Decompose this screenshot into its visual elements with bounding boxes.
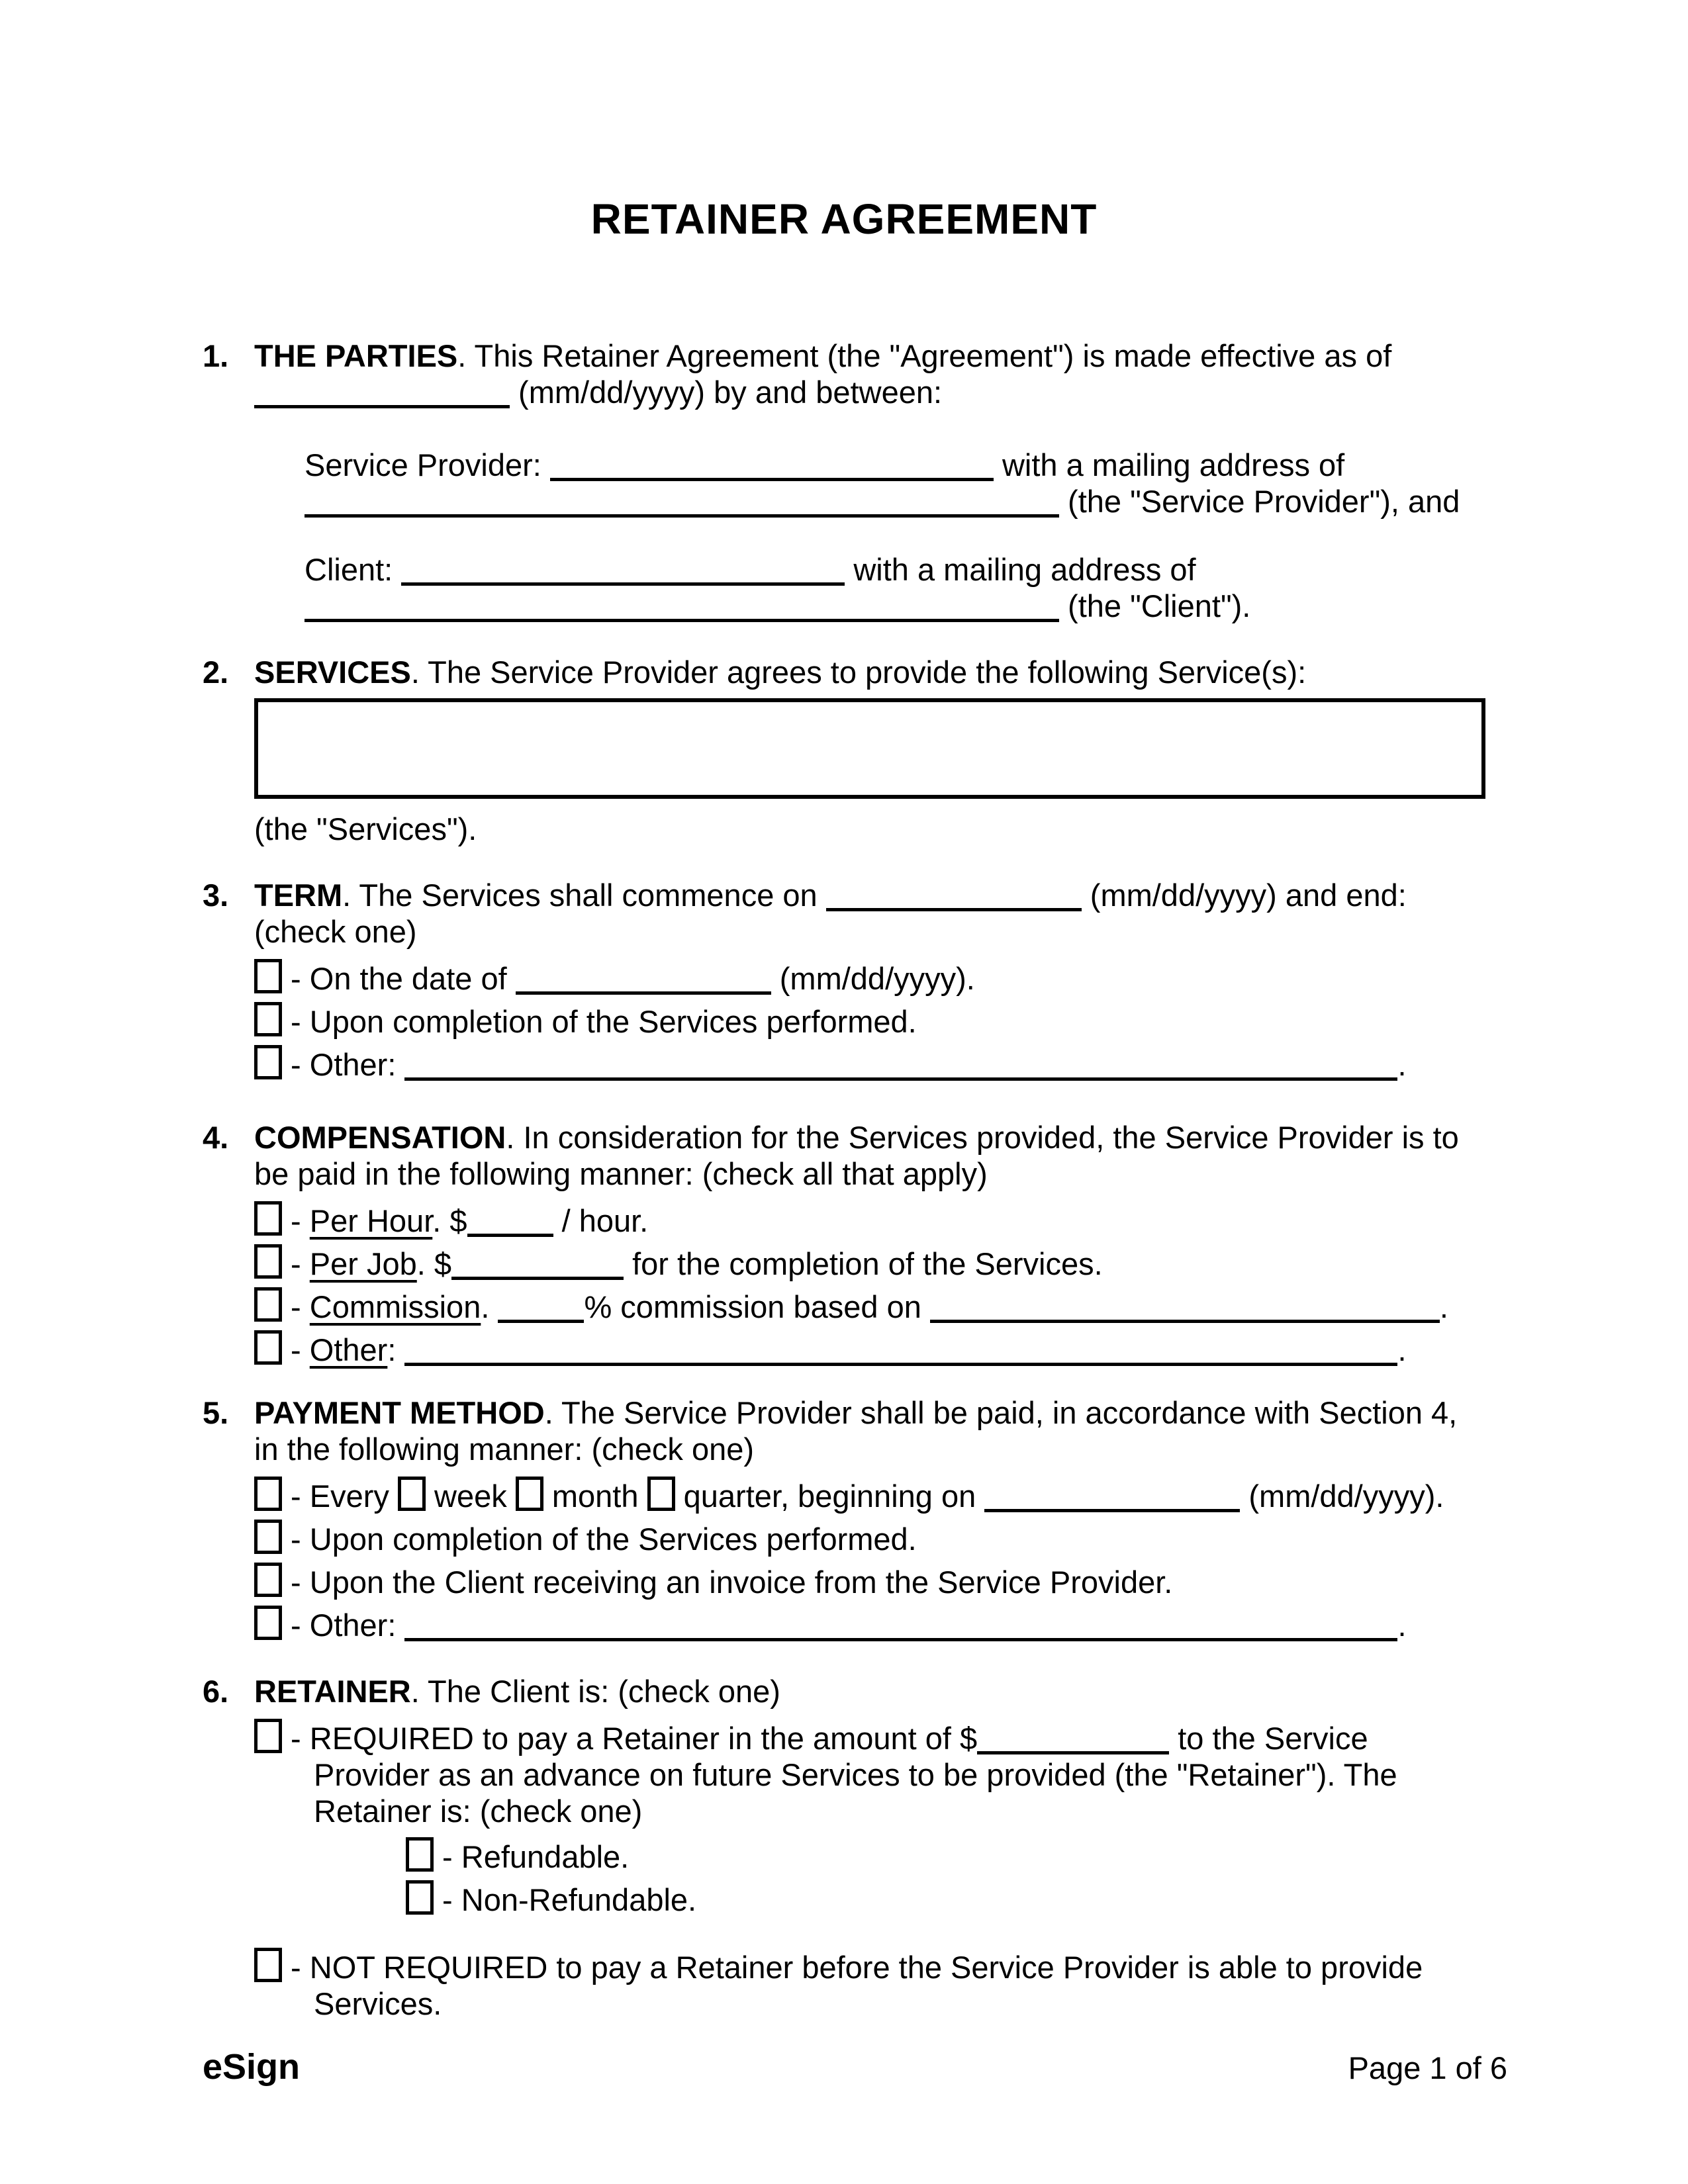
text-run: - Other:	[282, 1608, 405, 1643]
retainer-amount-blank[interactable]	[977, 1726, 1169, 1754]
text-run: . The Services shall commence on	[342, 878, 826, 913]
text-run: to the Service Provider as an advance on future Services to be provided (the "Retainer"). The Retainer is: (check one)	[314, 1721, 1397, 1829]
text-run: quarter, beginning on	[675, 1479, 985, 1514]
section-6-number: 6.	[203, 1674, 229, 1709]
compensation-intro	[254, 1119, 1485, 1192]
payment-completion-checkbox[interactable]	[254, 1520, 282, 1554]
text-run: - On the date of	[282, 961, 516, 996]
section-2-number: 2.	[203, 655, 229, 690]
text-run: (mm/dd/yyyy) and end:	[1081, 878, 1407, 913]
job-amount-blank[interactable]	[451, 1251, 624, 1280]
text-run: . In consideration for the Services provided, the Service Provider is to be paid in the following manner: (check all that apply)	[254, 1120, 1459, 1191]
term-option-on-date	[254, 959, 1485, 997]
text-run: .	[1439, 1289, 1448, 1324]
text-run: .	[1397, 1608, 1407, 1643]
commission-label: Commission	[309, 1289, 481, 1324]
page-number: Page 1 of 6	[1348, 2050, 1507, 2085]
text-run: . This Retainer Agreement (the "Agreement") is made effective as of	[457, 338, 1392, 373]
invoice-checkbox[interactable]	[254, 1563, 282, 1597]
text-run: for the completion of the Services.	[624, 1246, 1103, 1281]
text-run: .	[1397, 1332, 1407, 1367]
text-run: :	[387, 1332, 405, 1367]
comp-option-commission	[254, 1287, 1485, 1325]
retainer-refund-options	[406, 1837, 1485, 1918]
text-run: - NOT REQUIRED to pay a Retainer before the Service Provider is able to provide Services.	[282, 1950, 1423, 2021]
retainer-option-not-required	[254, 1948, 1485, 2022]
section-1-number: 1.	[203, 338, 229, 373]
comp-option-other	[254, 1330, 1485, 1368]
section-4-heading: COMPENSATION	[254, 1120, 506, 1155]
retainer-required-checkbox[interactable]	[254, 1719, 282, 1753]
text-run: . $	[432, 1203, 467, 1238]
text-run: .	[481, 1289, 498, 1324]
text-run: (mm/dd/yyyy).	[771, 961, 975, 996]
beginning-date-blank[interactable]	[984, 1484, 1240, 1512]
payment-option-invoice	[254, 1563, 1485, 1600]
esign-logo: eSign	[203, 2047, 301, 2087]
payment-option-other	[254, 1606, 1485, 1643]
commission-checkbox[interactable]	[254, 1287, 282, 1322]
retainer-option-required	[254, 1719, 1485, 1829]
text-run: % commission based on	[584, 1289, 930, 1324]
non-refundable-checkbox[interactable]	[406, 1880, 434, 1915]
service-provider-address-blank[interactable]	[305, 489, 1059, 518]
section-4-number: 4.	[203, 1120, 229, 1155]
text-run: with a mailing address of	[845, 552, 1196, 587]
payment-option-completion	[254, 1520, 1485, 1557]
text-run: -	[282, 1332, 310, 1367]
refundable-checkbox[interactable]	[406, 1837, 434, 1872]
services-input-box[interactable]	[254, 698, 1485, 799]
text-run: Client:	[305, 552, 402, 587]
section-retainer	[203, 1673, 1485, 2022]
text-run: (mm/dd/yyyy).	[1240, 1479, 1444, 1514]
parties-intro	[254, 338, 1485, 410]
section-compensation	[203, 1119, 1485, 1368]
comp-other-checkbox[interactable]	[254, 1330, 282, 1365]
term-option-completion	[254, 1002, 1485, 1040]
text-run: - Upon the Client receiving an invoice from the Service Provider.	[282, 1565, 1173, 1600]
text-run: - Refundable.	[434, 1839, 630, 1874]
payment-option-recurring	[254, 1477, 1485, 1514]
retainer-intro	[254, 1673, 1485, 1709]
month-checkbox[interactable]	[516, 1477, 543, 1511]
payment-method-intro	[254, 1394, 1485, 1467]
comp-other-blank[interactable]	[404, 1338, 1397, 1366]
term-other-checkbox[interactable]	[254, 1045, 282, 1079]
text-run: -	[282, 1203, 310, 1238]
term-completion-checkbox[interactable]	[254, 1002, 282, 1036]
section-6-heading: RETAINER	[254, 1674, 411, 1709]
term-on-date-checkbox[interactable]	[254, 959, 282, 993]
term-check-one-label: (check one)	[254, 914, 417, 949]
text-run: .	[1397, 1047, 1407, 1082]
per-job-checkbox[interactable]	[254, 1244, 282, 1279]
payment-other-checkbox[interactable]	[254, 1606, 282, 1640]
per-hour-label: Per Hour	[309, 1203, 433, 1238]
text-run: -	[282, 1246, 310, 1281]
commence-date-blank[interactable]	[826, 883, 1082, 911]
text-run: (the "Client").	[1059, 588, 1251, 623]
page-footer	[203, 2049, 1507, 2086]
client-address-blank[interactable]	[305, 594, 1059, 622]
end-date-blank[interactable]	[516, 966, 771, 995]
document-title: RETAINER AGREEMENT	[590, 195, 1098, 243]
text-run: month	[543, 1479, 647, 1514]
text-run: / hour.	[553, 1203, 649, 1238]
comp-other-label: Other	[309, 1332, 388, 1367]
section-1-heading: THE PARTIES	[254, 338, 458, 373]
text-run: week	[425, 1479, 516, 1514]
payment-other-blank[interactable]	[404, 1613, 1397, 1641]
service-provider-clause	[305, 447, 1485, 520]
week-checkbox[interactable]	[398, 1477, 426, 1511]
comp-option-per-job	[254, 1244, 1485, 1282]
text-run: - Upon completion of the Services performed.	[282, 1004, 917, 1039]
services-intro	[254, 654, 1485, 690]
text-run: - Upon completion of the Services performed.	[282, 1522, 917, 1557]
client-name-blank[interactable]	[401, 557, 845, 586]
section-services	[203, 654, 1485, 847]
comp-option-per-hour	[254, 1201, 1485, 1239]
client-clause	[305, 551, 1485, 624]
per-hour-checkbox[interactable]	[254, 1201, 282, 1236]
text-run: . The Client is: (check one)	[410, 1674, 780, 1709]
commission-basis-blank[interactable]	[930, 1295, 1440, 1323]
text-run: . The Service Provider agrees to provide the following Service(s):	[410, 655, 1307, 690]
text-run: . $	[416, 1246, 452, 1281]
recurring-checkbox[interactable]	[254, 1477, 282, 1511]
section-5-number: 5.	[203, 1395, 229, 1430]
effective-date-blank[interactable]	[254, 380, 510, 408]
text-run: - REQUIRED to pay a Retainer in the amount of $	[282, 1721, 978, 1756]
term-intro	[254, 877, 1485, 913]
section-5-heading: PAYMENT METHOD	[254, 1395, 545, 1430]
term-option-other	[254, 1045, 1485, 1083]
section-3-number: 3.	[203, 878, 229, 913]
text-run: - Every	[282, 1479, 398, 1514]
service-provider-name-blank[interactable]	[550, 453, 994, 481]
per-job-label: Per Job	[309, 1246, 417, 1281]
refundable-option	[406, 1837, 1485, 1875]
services-defined-label: (the "Services").	[254, 811, 477, 846]
text-run: with a mailing address of	[993, 447, 1345, 482]
text-run: Service Provider:	[305, 447, 550, 482]
section-2-heading: SERVICES	[254, 655, 411, 690]
quarter-checkbox[interactable]	[647, 1477, 675, 1511]
text-run: (mm/dd/yyyy) by and between:	[510, 375, 943, 410]
non-refundable-option	[406, 1880, 1485, 1918]
text-run: - Non-Refundable.	[434, 1882, 697, 1917]
section-payment-method	[203, 1394, 1485, 1643]
term-other-blank[interactable]	[404, 1052, 1397, 1081]
hourly-rate-blank[interactable]	[467, 1208, 553, 1237]
commission-percent-blank[interactable]	[498, 1295, 584, 1323]
section-the-parties	[203, 338, 1485, 624]
section-term	[203, 877, 1485, 1083]
text-run: - Other:	[282, 1047, 405, 1082]
text-run: -	[282, 1289, 310, 1324]
text-run: . The Service Provider shall be paid, in accordance with Section 4, in the following manner: (check one)	[254, 1395, 1458, 1467]
text-run: (the "Service Provider"), and	[1059, 484, 1460, 519]
section-3-heading: TERM	[254, 878, 343, 913]
retainer-not-required-checkbox[interactable]	[254, 1948, 282, 1982]
